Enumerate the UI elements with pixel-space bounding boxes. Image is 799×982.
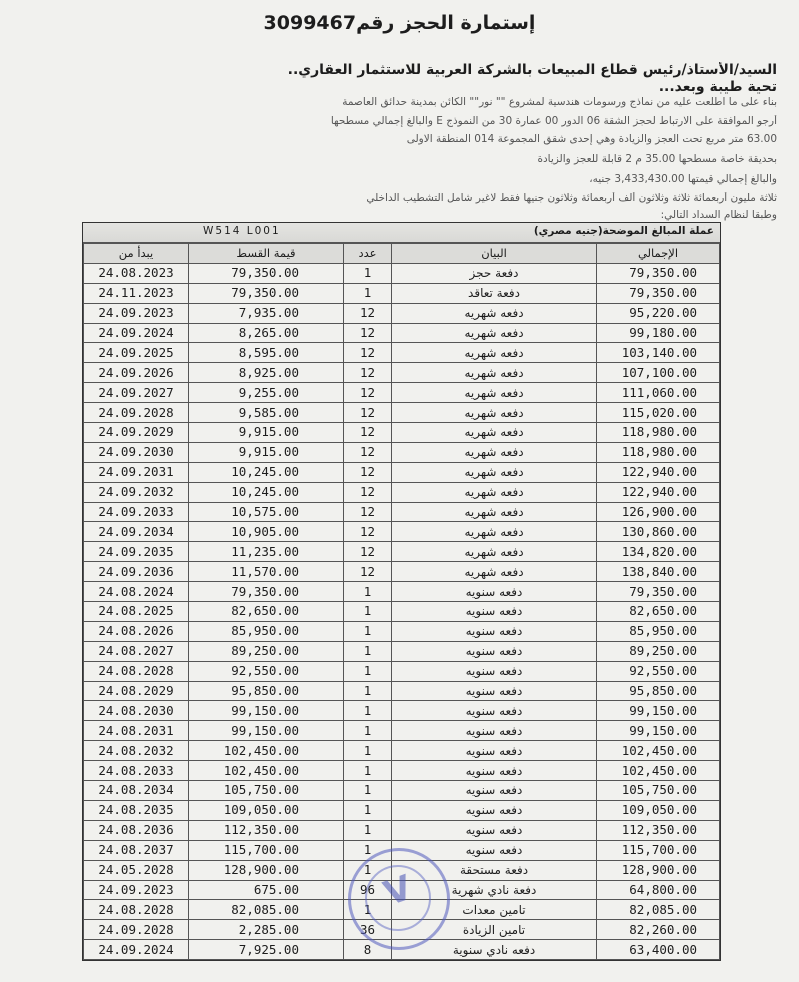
col-count-header: عدد bbox=[344, 244, 392, 264]
row-total: 126,900.00 bbox=[597, 502, 720, 522]
row-count: 1 bbox=[344, 263, 392, 283]
row-total: 82,085.00 bbox=[597, 900, 720, 920]
table-row bbox=[84, 800, 720, 820]
row-count: 12 bbox=[344, 323, 392, 343]
row-date: 24.08.2027 bbox=[84, 641, 189, 661]
row-amount: 8,925.00 bbox=[189, 363, 344, 383]
row-desc: تامين معدات bbox=[392, 900, 597, 920]
table-row bbox=[84, 701, 720, 721]
row-desc: دفعه سنويه bbox=[392, 582, 597, 602]
row-desc: دفعه شهريه bbox=[392, 542, 597, 562]
row-desc: دفعه نادي سنوية bbox=[392, 940, 597, 960]
table-row bbox=[84, 920, 720, 940]
row-total: 95,850.00 bbox=[597, 681, 720, 701]
row-total: 128,900.00 bbox=[597, 860, 720, 880]
letter-line-3: 63.00 متر مربع تحت العجز والزيادة وهي إحدى شقق المجموعة 014 المنطقة الاولى bbox=[406, 133, 777, 145]
row-date: 24.08.2033 bbox=[84, 761, 189, 781]
row-total: 105,750.00 bbox=[597, 781, 720, 801]
table-row bbox=[84, 781, 720, 801]
row-count: 12 bbox=[344, 522, 392, 542]
table-row bbox=[84, 482, 720, 502]
row-total: 109,050.00 bbox=[597, 800, 720, 820]
addressee-line: السيد/الأستاذ/رئيس قطاع المبيعات بالشركة العربية للاستثمار العقاري.. bbox=[287, 62, 777, 78]
table-row bbox=[84, 721, 720, 741]
row-count: 12 bbox=[344, 462, 392, 482]
row-date: 24.09.2033 bbox=[84, 502, 189, 522]
row-desc: دفعة نادي شهرية bbox=[392, 880, 597, 900]
row-count: 12 bbox=[344, 442, 392, 462]
col-date-header: يبدأ من bbox=[84, 244, 189, 264]
stamp-mark-icon: V bbox=[378, 867, 418, 915]
row-desc: دفعه سنويه bbox=[392, 761, 597, 781]
table-header-row bbox=[84, 244, 720, 264]
row-count: 12 bbox=[344, 502, 392, 522]
row-total: 82,260.00 bbox=[597, 920, 720, 940]
row-total: 79,350.00 bbox=[597, 582, 720, 602]
row-total: 115,020.00 bbox=[597, 403, 720, 423]
row-date: 24.05.2028 bbox=[84, 860, 189, 880]
table-row bbox=[84, 741, 720, 761]
payment-schedule bbox=[82, 222, 721, 961]
row-amount: 10,905.00 bbox=[189, 522, 344, 542]
table-row bbox=[84, 323, 720, 343]
row-date: 24.09.2026 bbox=[84, 363, 189, 383]
row-date: 24.09.2027 bbox=[84, 383, 189, 403]
row-total: 103,140.00 bbox=[597, 343, 720, 363]
row-amount: 675.00 bbox=[189, 880, 344, 900]
row-desc: دفعه سنويه bbox=[392, 681, 597, 701]
row-desc: دفعه سنويه bbox=[392, 840, 597, 860]
table-row bbox=[84, 442, 720, 462]
row-date: 24.09.2024 bbox=[84, 323, 189, 343]
table-row bbox=[84, 403, 720, 423]
row-total: 130,860.00 bbox=[597, 522, 720, 542]
row-count: 36 bbox=[344, 920, 392, 940]
row-desc: دفعه سنويه bbox=[392, 641, 597, 661]
row-date: 24.08.2030 bbox=[84, 701, 189, 721]
table-row bbox=[84, 940, 720, 960]
row-desc: دفعه سنويه bbox=[392, 661, 597, 681]
letter-line-6: ثلاثة مليون أربعمائة ثلاثة وثلاثون ألف أربعمائة وثلاثون جنيها فقط لاغير شامل التشطيب الداخلي bbox=[366, 192, 777, 204]
table-row bbox=[84, 840, 720, 860]
row-count: 1 bbox=[344, 681, 392, 701]
row-amount: 7,935.00 bbox=[189, 303, 344, 323]
row-date: 24.09.2031 bbox=[84, 462, 189, 482]
row-desc: دفعه شهريه bbox=[392, 423, 597, 443]
row-amount: 79,350.00 bbox=[189, 263, 344, 283]
row-count: 1 bbox=[344, 641, 392, 661]
row-count: 12 bbox=[344, 542, 392, 562]
row-total: 99,180.00 bbox=[597, 323, 720, 343]
table-row bbox=[84, 303, 720, 323]
row-total: 122,940.00 bbox=[597, 462, 720, 482]
row-count: 12 bbox=[344, 403, 392, 423]
row-date: 24.08.2024 bbox=[84, 582, 189, 602]
letter-line-5: والبالغ إجمالي قيمتها 3,433,430.00 جنيه، bbox=[589, 173, 777, 185]
table-row bbox=[84, 602, 720, 622]
row-amount: 105,750.00 bbox=[189, 781, 344, 801]
row-amount: 8,595.00 bbox=[189, 343, 344, 363]
payment-table bbox=[83, 243, 720, 960]
row-total: 138,840.00 bbox=[597, 562, 720, 582]
row-date: 24.08.2037 bbox=[84, 840, 189, 860]
row-date: 24.08.2028 bbox=[84, 900, 189, 920]
row-desc: دفعه شهريه bbox=[392, 502, 597, 522]
letter-line-7: وطبقا لنظام السداد التالي: bbox=[660, 209, 777, 221]
table-row bbox=[84, 462, 720, 482]
row-count: 96 bbox=[344, 880, 392, 900]
row-amount: 89,250.00 bbox=[189, 641, 344, 661]
row-count: 1 bbox=[344, 900, 392, 920]
row-date: 24.09.2028 bbox=[84, 920, 189, 940]
row-count: 12 bbox=[344, 383, 392, 403]
row-amount: 95,850.00 bbox=[189, 681, 344, 701]
row-desc: دفعه شهريه bbox=[392, 383, 597, 403]
row-count: 1 bbox=[344, 860, 392, 880]
row-count: 1 bbox=[344, 820, 392, 840]
row-date: 24.09.2023 bbox=[84, 880, 189, 900]
row-date: 24.08.2026 bbox=[84, 621, 189, 641]
row-date: 24.08.2034 bbox=[84, 781, 189, 801]
row-date: 24.11.2023 bbox=[84, 283, 189, 303]
table-row bbox=[84, 502, 720, 522]
row-desc: دفعه سنويه bbox=[392, 800, 597, 820]
row-desc: دفعه شهريه bbox=[392, 522, 597, 542]
row-count: 1 bbox=[344, 800, 392, 820]
row-amount: 8,265.00 bbox=[189, 323, 344, 343]
row-amount: 112,350.00 bbox=[189, 820, 344, 840]
row-amount: 82,085.00 bbox=[189, 900, 344, 920]
form-title: إستمارة الحجز رقم3099467 bbox=[263, 12, 536, 34]
row-desc: دفعه شهريه bbox=[392, 363, 597, 383]
row-total: 63,400.00 bbox=[597, 940, 720, 960]
row-total: 112,350.00 bbox=[597, 820, 720, 840]
row-total: 79,350.00 bbox=[597, 263, 720, 283]
row-date: 24.08.2025 bbox=[84, 602, 189, 622]
row-amount: 85,950.00 bbox=[189, 621, 344, 641]
row-count: 12 bbox=[344, 303, 392, 323]
letter-line-2: أرجو الموافقة على الارتباط لحجز الشقة 06 الدور 00 عمارة 30 من النموذج E والبالغ إجمالي مسطحها bbox=[330, 115, 777, 127]
row-count: 1 bbox=[344, 621, 392, 641]
table-row bbox=[84, 860, 720, 880]
row-count: 1 bbox=[344, 283, 392, 303]
row-amount: 9,915.00 bbox=[189, 423, 344, 443]
row-count: 8 bbox=[344, 940, 392, 960]
row-amount: 11,570.00 bbox=[189, 562, 344, 582]
row-desc: دفعه شهريه bbox=[392, 403, 597, 423]
table-row bbox=[84, 562, 720, 582]
row-desc: دفعه سنويه bbox=[392, 602, 597, 622]
row-total: 102,450.00 bbox=[597, 761, 720, 781]
row-amount: 115,700.00 bbox=[189, 840, 344, 860]
table-row bbox=[84, 641, 720, 661]
table-row bbox=[84, 423, 720, 443]
row-total: 79,350.00 bbox=[597, 283, 720, 303]
row-desc: دفعه شهريه bbox=[392, 442, 597, 462]
row-desc: دفعه شهريه bbox=[392, 303, 597, 323]
row-date: 24.09.2025 bbox=[84, 343, 189, 363]
row-date: 24.09.2029 bbox=[84, 423, 189, 443]
row-date: 24.08.2031 bbox=[84, 721, 189, 741]
row-date: 24.09.2028 bbox=[84, 403, 189, 423]
row-date: 24.08.2035 bbox=[84, 800, 189, 820]
row-amount: 99,150.00 bbox=[189, 721, 344, 741]
table-row bbox=[84, 522, 720, 542]
row-total: 118,980.00 bbox=[597, 423, 720, 443]
row-total: 92,550.00 bbox=[597, 661, 720, 681]
row-date: 24.09.2034 bbox=[84, 522, 189, 542]
unit-codes: W514 L001 bbox=[203, 225, 281, 237]
row-desc: دفعه سنويه bbox=[392, 621, 597, 641]
row-date: 24.09.2030 bbox=[84, 442, 189, 462]
row-desc: دفعه شهريه bbox=[392, 323, 597, 343]
row-amount: 99,150.00 bbox=[189, 701, 344, 721]
table-row bbox=[84, 283, 720, 303]
row-amount: 9,585.00 bbox=[189, 403, 344, 423]
row-desc: دفعه سنويه bbox=[392, 701, 597, 721]
table-row bbox=[84, 542, 720, 562]
letter-line-1: بناء على ما اطلعت عليه من نماذج ورسومات هندسية لمشروع "" نور"" الكائن بمدينة حدائق العاصمة bbox=[342, 96, 777, 108]
row-count: 1 bbox=[344, 602, 392, 622]
row-amount: 109,050.00 bbox=[189, 800, 344, 820]
row-desc: دفعه سنويه bbox=[392, 721, 597, 741]
row-date: 24.09.2035 bbox=[84, 542, 189, 562]
row-amount: 7,925.00 bbox=[189, 940, 344, 960]
row-desc: دفعه شهريه bbox=[392, 343, 597, 363]
row-amount: 11,235.00 bbox=[189, 542, 344, 562]
row-desc: دفعة حجز bbox=[392, 263, 597, 283]
row-count: 12 bbox=[344, 423, 392, 443]
row-desc: دفعه شهريه bbox=[392, 562, 597, 582]
row-total: 107,100.00 bbox=[597, 363, 720, 383]
table-row bbox=[84, 263, 720, 283]
row-count: 1 bbox=[344, 661, 392, 681]
row-total: 102,450.00 bbox=[597, 741, 720, 761]
row-date: 24.08.2028 bbox=[84, 661, 189, 681]
row-count: 12 bbox=[344, 363, 392, 383]
currency-note: عملة المبالغ الموضحة(جنيه مصري) bbox=[533, 225, 714, 237]
table-row bbox=[84, 383, 720, 403]
letter-line-4: بحديقة خاصة مسطحها 35.00 م 2 قابلة للعجز والزيادة bbox=[537, 153, 777, 165]
table-row bbox=[84, 621, 720, 641]
row-date: 24.08.2023 bbox=[84, 263, 189, 283]
row-amount: 10,575.00 bbox=[189, 502, 344, 522]
row-count: 12 bbox=[344, 482, 392, 502]
row-desc: تامين الزيادة bbox=[392, 920, 597, 940]
row-total: 122,940.00 bbox=[597, 482, 720, 502]
row-amount: 10,245.00 bbox=[189, 482, 344, 502]
row-total: 99,150.00 bbox=[597, 721, 720, 741]
row-count: 1 bbox=[344, 761, 392, 781]
table-row bbox=[84, 761, 720, 781]
row-date: 24.08.2032 bbox=[84, 741, 189, 761]
row-total: 89,250.00 bbox=[597, 641, 720, 661]
row-desc: دفعة تعاقد bbox=[392, 283, 597, 303]
table-row bbox=[84, 343, 720, 363]
row-count: 1 bbox=[344, 721, 392, 741]
row-count: 1 bbox=[344, 701, 392, 721]
col-desc-header: البيان bbox=[392, 244, 597, 264]
row-amount: 92,550.00 bbox=[189, 661, 344, 681]
table-row bbox=[84, 363, 720, 383]
table-row bbox=[84, 880, 720, 900]
row-amount: 102,450.00 bbox=[189, 761, 344, 781]
row-count: 1 bbox=[344, 582, 392, 602]
row-date: 24.08.2036 bbox=[84, 820, 189, 840]
row-total: 99,150.00 bbox=[597, 701, 720, 721]
row-count: 12 bbox=[344, 562, 392, 582]
table-row bbox=[84, 661, 720, 681]
row-desc: دفعه شهريه bbox=[392, 482, 597, 502]
row-total: 82,650.00 bbox=[597, 602, 720, 622]
row-total: 64,800.00 bbox=[597, 880, 720, 900]
row-count: 1 bbox=[344, 781, 392, 801]
row-count: 12 bbox=[344, 343, 392, 363]
row-amount: 102,450.00 bbox=[189, 741, 344, 761]
table-row bbox=[84, 900, 720, 920]
table-row bbox=[84, 582, 720, 602]
row-count: 1 bbox=[344, 741, 392, 761]
row-desc: دفعه سنويه bbox=[392, 820, 597, 840]
row-desc: دفعه سنويه bbox=[392, 741, 597, 761]
row-count: 1 bbox=[344, 840, 392, 860]
row-amount: 82,650.00 bbox=[189, 602, 344, 622]
table-row bbox=[84, 681, 720, 701]
row-desc: دفعه سنويه bbox=[392, 781, 597, 801]
row-amount: 128,900.00 bbox=[189, 860, 344, 880]
col-total-header: الإجمالي bbox=[597, 244, 720, 264]
row-date: 24.09.2024 bbox=[84, 940, 189, 960]
row-total: 115,700.00 bbox=[597, 840, 720, 860]
row-date: 24.08.2029 bbox=[84, 681, 189, 701]
row-amount: 79,350.00 bbox=[189, 582, 344, 602]
row-total: 111,060.00 bbox=[597, 383, 720, 403]
row-amount: 9,255.00 bbox=[189, 383, 344, 403]
row-amount: 79,350.00 bbox=[189, 283, 344, 303]
col-amount-header: قيمة القسط bbox=[189, 244, 344, 264]
greeting-line: تحية طيبة وبعد... bbox=[658, 79, 777, 95]
row-total: 134,820.00 bbox=[597, 542, 720, 562]
row-total: 118,980.00 bbox=[597, 442, 720, 462]
row-date: 24.09.2036 bbox=[84, 562, 189, 582]
row-date: 24.09.2032 bbox=[84, 482, 189, 502]
row-amount: 2,285.00 bbox=[189, 920, 344, 940]
table-row bbox=[84, 820, 720, 840]
row-desc: دفعة مستحقة bbox=[392, 860, 597, 880]
row-amount: 9,915.00 bbox=[189, 442, 344, 462]
row-total: 85,950.00 bbox=[597, 621, 720, 641]
sheet-header bbox=[83, 223, 720, 243]
row-amount: 10,245.00 bbox=[189, 462, 344, 482]
row-desc: دفعه شهريه bbox=[392, 462, 597, 482]
row-date: 24.09.2023 bbox=[84, 303, 189, 323]
row-total: 95,220.00 bbox=[597, 303, 720, 323]
